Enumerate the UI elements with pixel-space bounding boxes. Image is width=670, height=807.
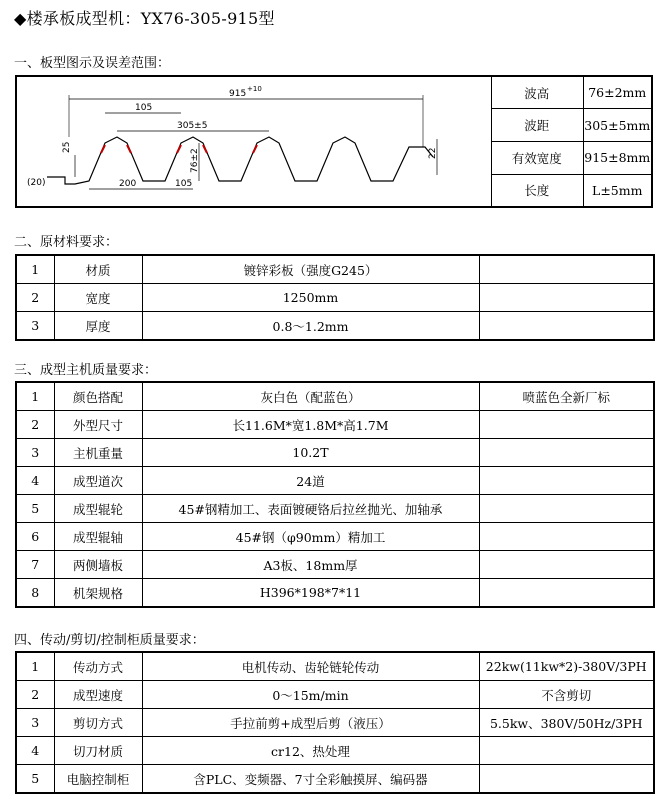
row-value: 45#钢（φ90mm）精加工 [142,523,479,551]
raw-material-table [15,254,655,341]
profile-spec-table [491,77,651,206]
row-number: 5 [16,495,54,523]
row-item: 机架规格 [54,579,142,608]
row-number: 2 [16,681,54,709]
row-number: 2 [16,284,54,312]
table-row [16,579,654,608]
row-item: 成型辊轴 [54,523,142,551]
row-number: 8 [16,579,54,608]
row-number: 4 [16,467,54,495]
dim-pitch: 305±5 [177,121,208,131]
table-row [16,681,654,709]
row-number: 3 [16,439,54,467]
row-note [479,312,654,341]
spec-value: 915±8mm [583,141,651,174]
row-value: 45#钢精加工、表面镀硬铬后拉丝抛光、加轴承 [142,495,479,523]
row-value: 24道 [142,467,479,495]
spec-label: 波距 [491,109,583,142]
dim-bottom-105: 105 [175,179,193,189]
row-number: 1 [16,382,54,411]
profile-diagram [17,77,491,206]
row-value: 含PLC、变频器、7寸全彩触摸屏、编码器 [142,765,479,794]
dim-height-76: 76±2 [190,148,200,173]
section-1-heading: 一、板型图示及误差范围： [14,56,171,71]
dim-height-25: 25 [62,141,72,153]
table-row [16,284,654,312]
row-note [479,255,654,284]
row-number: 1 [16,255,54,284]
table-row [16,312,654,341]
row-number: 6 [16,523,54,551]
table-row [16,255,654,284]
dim-bottom-200: 200 [119,179,137,189]
table-row [16,467,654,495]
row-value: cr12、热处理 [142,737,479,765]
table-row [16,411,654,439]
row-note [479,495,654,523]
section-4-heading: 四、传动/剪切/控制柜质量要求： [14,633,205,648]
row-number: 3 [16,709,54,737]
spec-value: 76±2mm [583,77,651,109]
row-value: 1250mm [142,284,479,312]
spec-row [491,109,651,142]
row-number: 7 [16,551,54,579]
row-item: 外型尺寸 [54,411,142,439]
table-row [16,382,654,411]
row-value: A3板、18mm厚 [142,551,479,579]
spec-row [491,141,651,174]
row-item: 宽度 [54,284,142,312]
spec-label: 长度 [491,174,583,206]
row-value: H396*198*7*11 [142,579,479,608]
row-value: 10.2T [142,439,479,467]
table-row [16,523,654,551]
document-title: ◆楼承板成型机：YX76-305-915型 [14,9,275,28]
drive-control-table [15,651,655,794]
dim-total-width-tol: +10 [247,85,262,93]
row-item: 材质 [54,255,142,284]
row-note: 22kw(11kw*2)-380V/3PH [479,652,654,681]
table-row [16,737,654,765]
row-note [479,551,654,579]
row-note [479,737,654,765]
row-value: 镀锌彩板（强度G245） [142,255,479,284]
row-item: 成型道次 [54,467,142,495]
row-value: 电机传动、齿轮链轮传动 [142,652,479,681]
dim-top-105: 105 [135,103,153,113]
dim-height-22: 22 [428,147,438,159]
dim-total-width: 915 [229,89,247,99]
row-value: 手拉前剪+成型后剪（液压） [142,709,479,737]
row-number: 2 [16,411,54,439]
row-number: 5 [16,765,54,794]
row-item: 电脑控制柜 [54,765,142,794]
row-note [479,439,654,467]
row-note: 不含剪切 [479,681,654,709]
row-item: 切刀材质 [54,737,142,765]
row-item: 两侧墙板 [54,551,142,579]
row-value: 长11.6M*宽1.8M*高1.7M [142,411,479,439]
row-item: 厚度 [54,312,142,341]
row-note [479,765,654,794]
dim-edge-20: (20) [27,178,46,188]
profile-spec-box [15,75,653,208]
row-note: 喷蓝色全新厂标 [479,382,654,411]
table-row [16,495,654,523]
table-row [16,765,654,794]
row-number: 1 [16,652,54,681]
spec-row [491,174,651,206]
row-item: 成型速度 [54,681,142,709]
table-row [16,652,654,681]
row-item: 主机重量 [54,439,142,467]
profile-drawing [17,77,492,206]
section-3-heading: 三、成型主机质量要求： [14,363,158,378]
table-row [16,439,654,467]
row-note [479,411,654,439]
row-item: 传动方式 [54,652,142,681]
main-machine-table [15,381,655,608]
row-value: 灰白色（配蓝色） [142,382,479,411]
row-item: 剪切方式 [54,709,142,737]
spec-row [491,77,651,109]
row-item: 颜色搭配 [54,382,142,411]
row-note [479,284,654,312]
table-row [16,551,654,579]
row-note [479,523,654,551]
row-value: 0～15m/min [142,681,479,709]
spec-value: 305±5mm [583,109,651,142]
row-item: 成型辊轮 [54,495,142,523]
row-note: 5.5kw、380V/50Hz/3PH [479,709,654,737]
row-value: 0.8～1.2mm [142,312,479,341]
spec-label: 有效宽度 [491,141,583,174]
section-2-heading: 二、原材料要求： [14,235,119,250]
spec-label: 波高 [491,77,583,109]
row-note [479,579,654,608]
row-note [479,467,654,495]
row-number: 3 [16,312,54,341]
row-number: 4 [16,737,54,765]
table-row [16,709,654,737]
spec-value: L±5mm [583,174,651,206]
